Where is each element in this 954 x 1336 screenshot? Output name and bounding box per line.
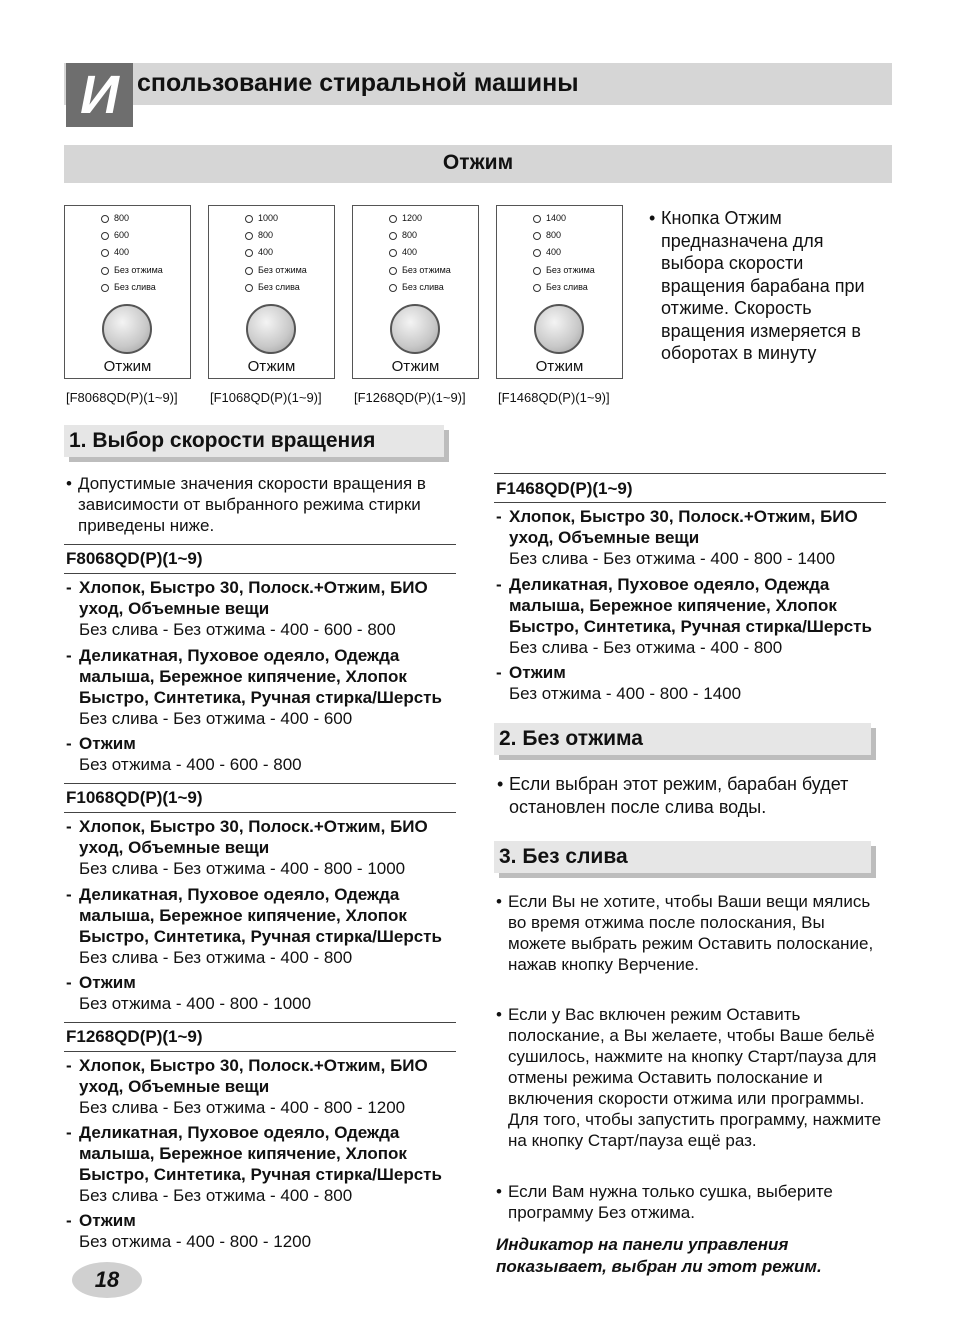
control-panel-2 <box>208 205 335 379</box>
panel-option: Без слива <box>245 282 300 292</box>
indicator-led-icon <box>101 249 109 257</box>
panel-option: 1000 <box>245 213 278 223</box>
indicator-led-icon <box>245 215 253 223</box>
indicator-led-icon <box>389 215 397 223</box>
panel-option: 800 <box>533 230 561 240</box>
program-item <box>66 1055 454 1118</box>
panel-button-label: Отжим <box>247 358 296 375</box>
spin-knob-icon <box>534 304 584 354</box>
section-heading-3: 3. Без слива <box>494 841 871 873</box>
speed-values: Без слива - Без отжима - 400 - 600 <box>79 709 353 728</box>
program-label: Отжим <box>509 663 566 682</box>
indicator-led-icon <box>389 249 397 257</box>
indicator-led-icon <box>389 284 397 292</box>
indicator-led-icon <box>533 232 541 240</box>
program-label: Хлопок, Быстро 30, Полоск.+Отжим, БИО уход, Объемные вещи <box>79 817 428 857</box>
s1-intro <box>66 473 454 536</box>
model-heading: F1068QD(P)(1~9) <box>66 788 203 807</box>
page-number: 18 <box>72 1262 142 1298</box>
panel-option: Без слива <box>101 282 156 292</box>
panel-option: 400 <box>101 247 129 257</box>
divider <box>64 783 456 784</box>
indicator-led-icon <box>245 232 253 240</box>
panel-option: 400 <box>533 247 561 257</box>
speed-values: Без отжима - 400 - 800 - 1000 <box>79 994 312 1013</box>
panel-option: Без отжима <box>389 265 451 275</box>
spin-knob-icon <box>246 304 296 354</box>
program-item <box>66 645 454 729</box>
dash-icon: - <box>66 1211 72 1230</box>
control-panel-4 <box>496 205 623 379</box>
bullet-icon: • <box>496 892 502 911</box>
program-label: Отжим <box>79 734 136 753</box>
panel-option: Без слива <box>389 282 444 292</box>
speed-values: Без отжима - 400 - 800 - 1200 <box>79 1232 312 1251</box>
program-label: Отжим <box>79 1211 136 1230</box>
panel-button-label: Отжим <box>535 358 584 375</box>
bullet-icon: • <box>496 1005 502 1024</box>
s3-bullet <box>496 1004 886 1151</box>
panel-option: 800 <box>245 230 273 240</box>
panel-option: 800 <box>389 230 417 240</box>
dash-icon: - <box>66 1056 72 1075</box>
panel-option: Без отжима <box>101 265 163 275</box>
panel-button-label: Отжим <box>103 358 152 375</box>
program-label: Хлопок, Быстро 30, Полоск.+Отжим, БИО уход, Объемные вещи <box>509 507 858 547</box>
panel-option: Без отжима <box>245 265 307 275</box>
divider <box>64 1022 456 1023</box>
speed-values: Без слива - Без отжима - 400 - 800 - 1200 <box>79 1098 406 1117</box>
program-item <box>496 574 886 658</box>
s3-bullet-text: Если Вы не хотите, чтобы Ваши вещи мялись во время отжима после полоскания, Вы можете выбрать режим Оставить полоскание, нажав кнопку Верчение. <box>508 892 874 974</box>
s3-bullet <box>496 891 886 975</box>
program-item <box>496 662 886 704</box>
section-heading-1: 1. Выбор скорости вращения <box>64 425 444 457</box>
panel-caption: [F1268QD(P)(1~9)] <box>354 390 466 405</box>
s2-text <box>497 773 887 819</box>
indicator-led-icon <box>245 267 253 275</box>
s3-bullet-text: Если у Вас включен режим Оставить полоскание, а Вы желаете, чтобы Ваше бельё сушилось, нажмите на кнопку Старт/пауза для отмены режима Оставить полоскание и включения скорости отжима или программы. <box>508 1005 877 1108</box>
model-heading: F1468QD(P)(1~9) <box>496 479 633 498</box>
program-label: Отжим <box>79 973 136 992</box>
program-item <box>66 816 454 879</box>
speed-values: Без отжима - 400 - 600 - 800 <box>79 755 302 774</box>
dash-icon: - <box>66 885 72 904</box>
bullet-icon: • <box>66 474 72 493</box>
panel-option: 1400 <box>533 213 566 223</box>
speed-values: Без слива - Без отжима - 400 - 600 - 800 <box>79 620 396 639</box>
indicator-note: Индикатор на панели управления показывает, выбран ли этот режим. <box>496 1235 822 1276</box>
program-label: Деликатная, Пуховое одеяло, Одежда малыша, Бережное кипячение, Хлопок Быстро, Синтетика, Ручная стирка/Шерсть <box>79 646 442 707</box>
indicator-led-icon <box>101 215 109 223</box>
indicator-led-icon <box>533 267 541 275</box>
program-item <box>66 577 454 640</box>
dash-icon: - <box>66 578 72 597</box>
program-label: Деликатная, Пуховое одеяло, Одежда малыша, Бережное кипячение, Хлопок Быстро, Синтетика, Ручная стирка/Шерсть <box>509 575 872 636</box>
s3-bullet-extra: Для того, чтобы запустить программу, нажмите на кнопку Старт/пауза ещё раз. <box>508 1110 882 1150</box>
divider <box>64 812 456 813</box>
dash-icon: - <box>66 734 72 753</box>
panel-option: Без слива <box>533 282 588 292</box>
indicator-led-icon <box>533 249 541 257</box>
model-heading: F1268QD(P)(1~9) <box>66 1027 203 1046</box>
intro-paragraph: Кнопка Отжим предназначена для выбора скорости вращения барабана при отжиме. Скорость вращения измеряется в оборотах в минуту <box>661 208 865 363</box>
panel-option: 1200 <box>389 213 422 223</box>
dash-icon: - <box>66 1123 72 1142</box>
program-label: Хлопок, Быстро 30, Полоск.+Отжим, БИО уход, Объемные вещи <box>79 1056 428 1096</box>
program-label: Деликатная, Пуховое одеяло, Одежда малыша, Бережное кипячение, Хлопок Быстро, Синтетика, Ручная стирка/Шерсть <box>79 1123 442 1184</box>
indicator-led-icon <box>533 215 541 223</box>
dash-icon: - <box>496 507 502 526</box>
bullet-icon: • <box>649 208 656 228</box>
dash-icon: - <box>496 575 502 594</box>
control-panel-3 <box>352 205 479 379</box>
indicator-led-icon <box>533 284 541 292</box>
bullet-icon: • <box>496 1182 502 1201</box>
indicator-led-icon <box>389 267 397 275</box>
divider <box>64 1051 456 1052</box>
program-item <box>66 884 454 968</box>
program-item <box>66 972 454 1014</box>
panel-option: 800 <box>101 213 129 223</box>
dash-icon: - <box>66 646 72 665</box>
dash-icon: - <box>496 663 502 682</box>
s1-intro-text: Допустимые значения скорости вращения в зависимости от выбранного режима стирки приведены ниже. <box>78 474 426 535</box>
panel-caption: [F1468QD(P)(1~9)] <box>498 390 610 405</box>
divider <box>64 544 456 545</box>
indicator-led-icon <box>389 232 397 240</box>
indicator-led-icon <box>101 267 109 275</box>
section-title: Отжим <box>64 145 892 183</box>
s3-bullet <box>496 1181 886 1223</box>
divider <box>64 573 456 574</box>
page-title: спользование стиральной машины <box>137 69 579 97</box>
divider <box>494 473 886 474</box>
speed-values: Без отжима - 400 - 800 - 1400 <box>509 684 742 703</box>
panel-caption: [F1068QD(P)(1~9)] <box>210 390 322 405</box>
bullet-icon: • <box>497 774 504 794</box>
panel-button-label: Отжим <box>391 358 440 375</box>
control-panel-1 <box>64 205 191 379</box>
dash-icon: - <box>66 973 72 992</box>
speed-values: Без слива - Без отжима - 400 - 800 - 1000 <box>79 859 406 878</box>
speed-values: Без слива - Без отжима - 400 - 800 - 1400 <box>509 549 836 568</box>
model-heading: F8068QD(P)(1~9) <box>66 549 203 568</box>
panel-caption: [F8068QD(P)(1~9)] <box>66 390 178 405</box>
speed-values: Без слива - Без отжима - 400 - 800 <box>79 1186 353 1205</box>
dash-icon: - <box>66 817 72 836</box>
s3-bullet-text: Если Вам нужна только сушка, выберите программу Без отжима. <box>508 1182 833 1222</box>
indicator-led-icon <box>245 249 253 257</box>
program-item <box>496 506 886 569</box>
spin-knob-icon <box>390 304 440 354</box>
speed-values: Без слива - Без отжима - 400 - 800 <box>509 638 783 657</box>
panel-option: 400 <box>389 247 417 257</box>
program-item <box>66 1122 454 1206</box>
program-item <box>66 733 454 775</box>
panel-option: 600 <box>101 230 129 240</box>
program-item <box>66 1210 454 1252</box>
panel-option: 400 <box>245 247 273 257</box>
spin-knob-icon <box>102 304 152 354</box>
s2-paragraph: Если выбран этот режим, барабан будет остановлен после слива воды. <box>509 774 849 817</box>
indicator-led-icon <box>101 232 109 240</box>
divider <box>494 502 886 503</box>
program-label: Деликатная, Пуховое одеяло, Одежда малыша, Бережное кипячение, Хлопок Быстро, Синтетика, Ручная стирка/Шерсть <box>79 885 442 946</box>
header-initial-letter: И <box>66 63 133 127</box>
section-heading-2: 2. Без отжима <box>494 723 871 755</box>
indicator-led-icon <box>101 284 109 292</box>
program-label: Хлопок, Быстро 30, Полоск.+Отжим, БИО уход, Объемные вещи <box>79 578 428 618</box>
speed-values: Без слива - Без отжима - 400 - 800 <box>79 948 353 967</box>
indicator-led-icon <box>245 284 253 292</box>
panel-option: Без отжима <box>533 265 595 275</box>
intro-text <box>649 207 889 365</box>
